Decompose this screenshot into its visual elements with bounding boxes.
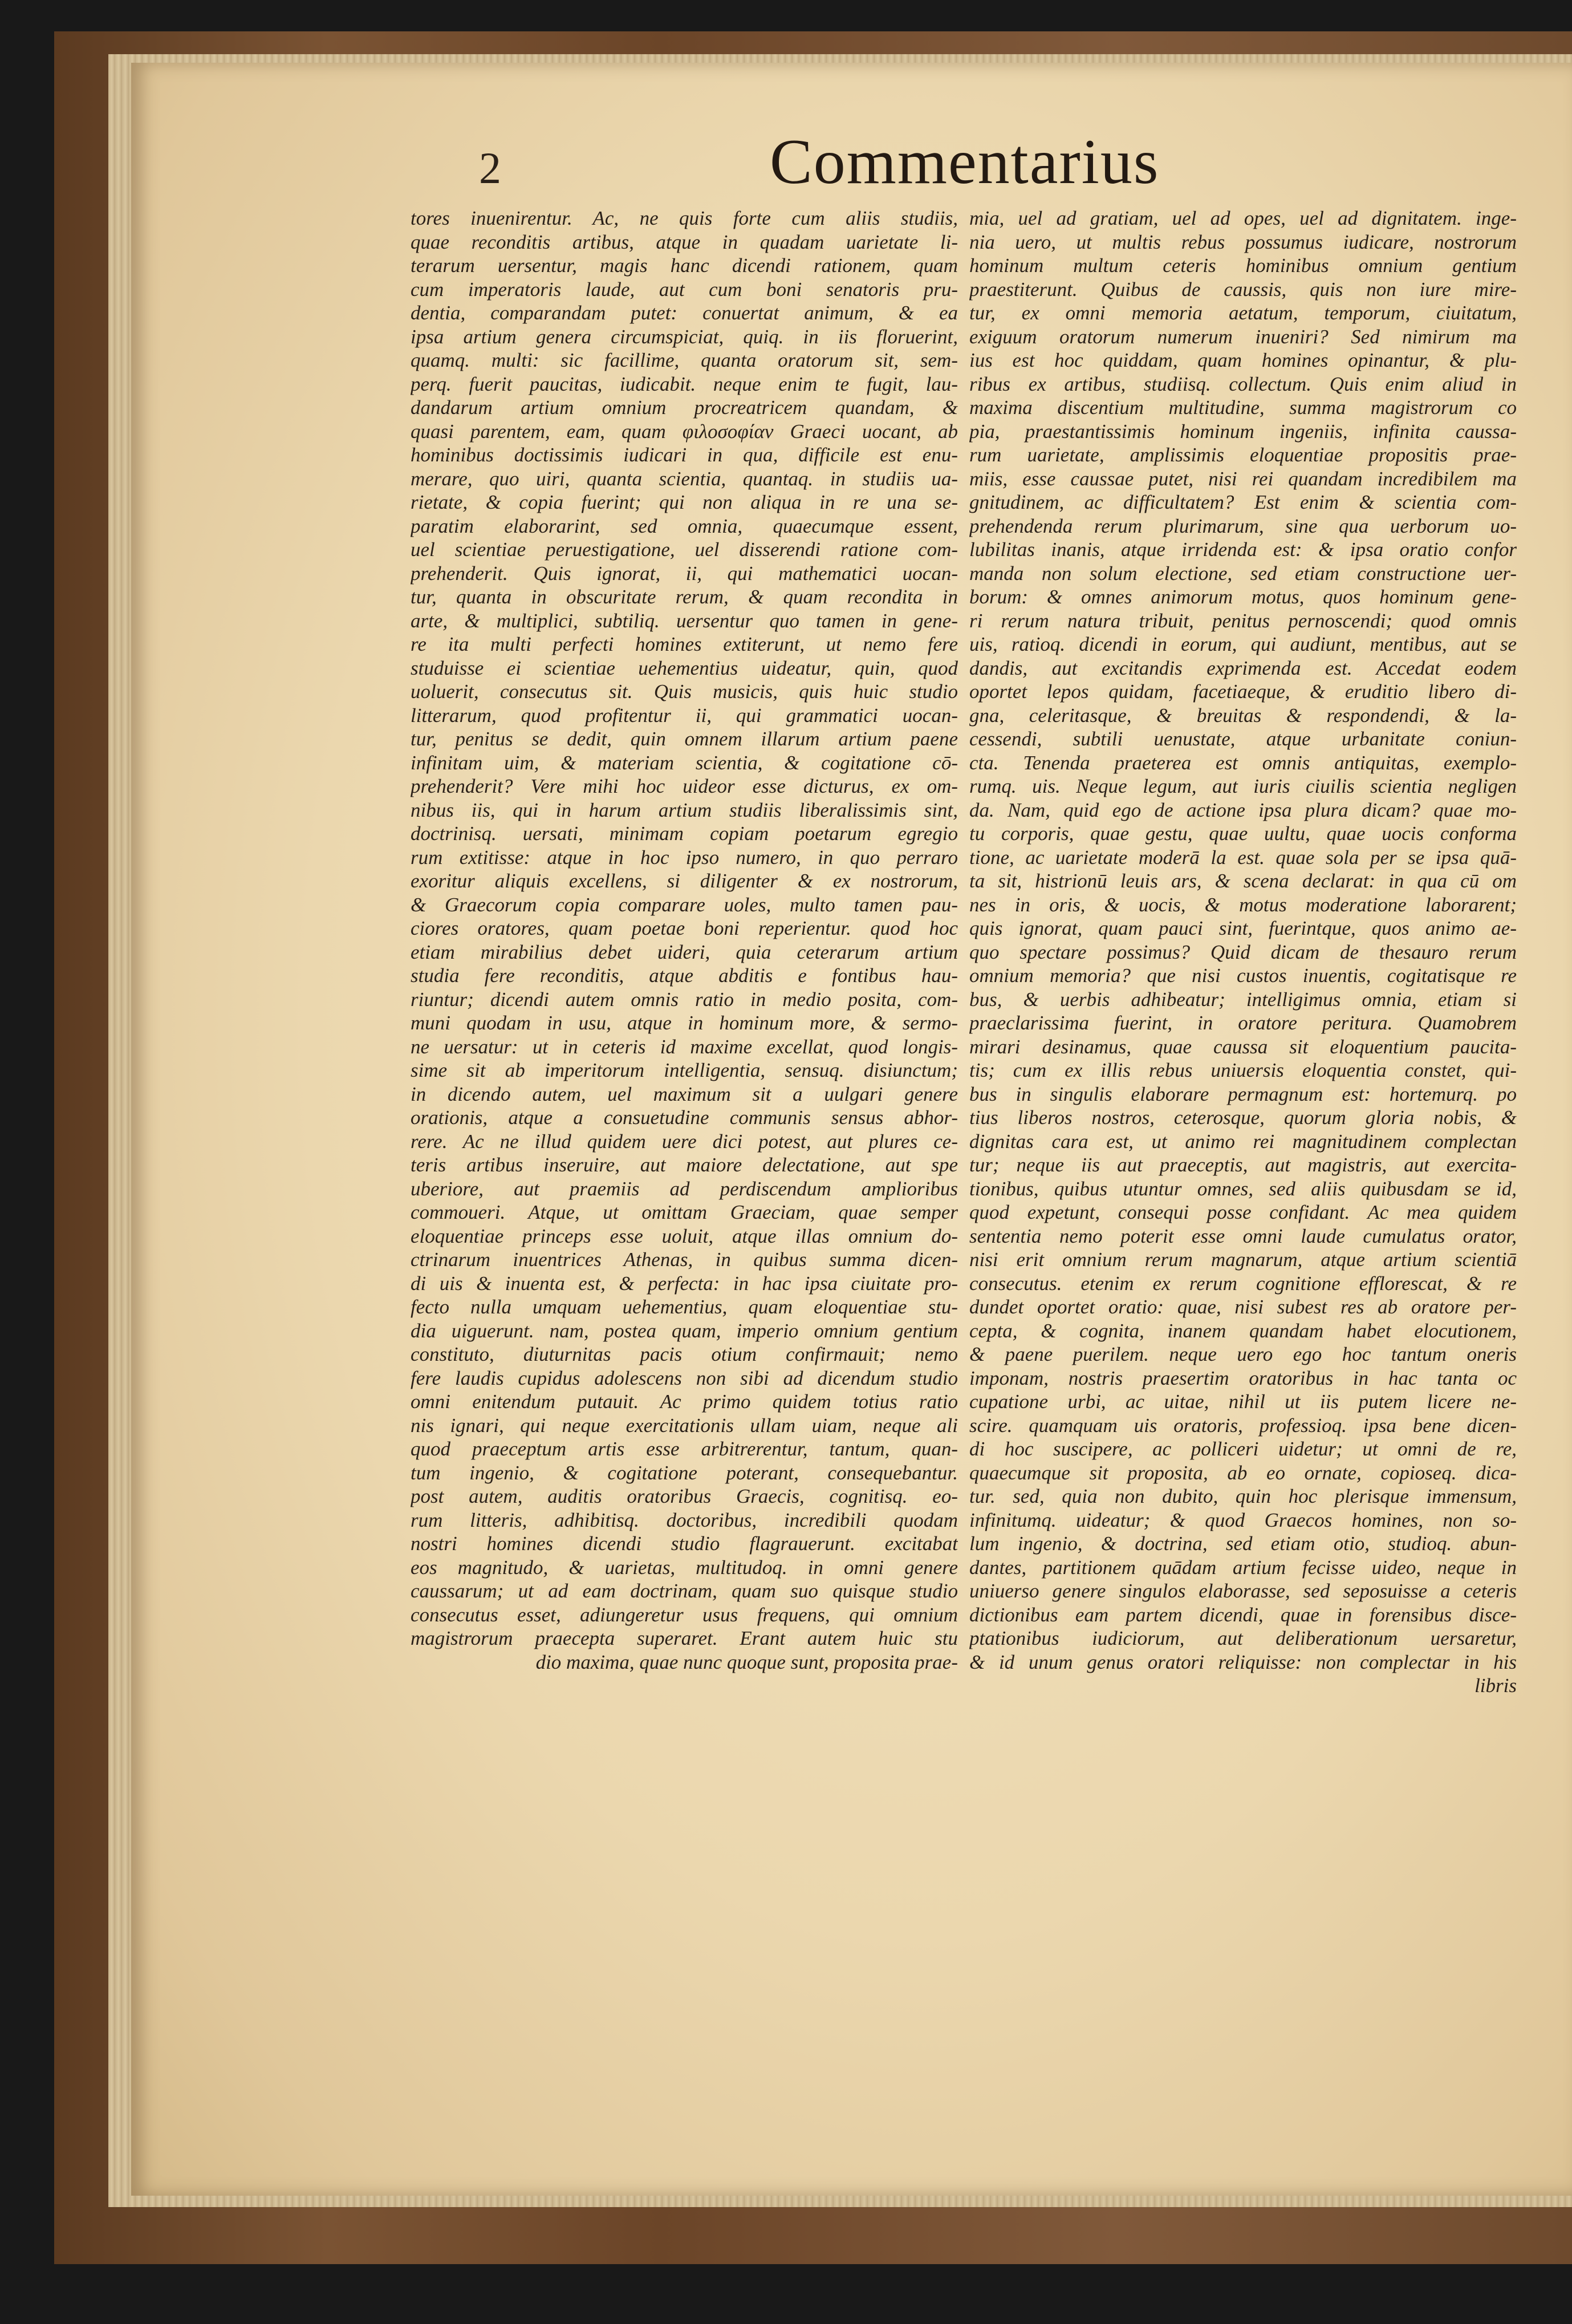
text-line: cessendi, subtili uenustate, atque urbanitate coniun- bbox=[969, 728, 1517, 750]
text-column-right bbox=[969, 206, 1517, 1698]
text-line: caussarum; ut ad eam doctrinam, quam suo quisque studio bbox=[411, 1580, 958, 1602]
text-line: dandarum artium omnium procreatricem quandam, & bbox=[411, 396, 958, 419]
text-line: dio maxima, quae nunc quoque sunt, proposita prae- bbox=[535, 1650, 958, 1673]
text-line: omni enitendum putauit. Ac primo quidem totius ratio bbox=[411, 1390, 958, 1413]
running-head bbox=[479, 125, 1163, 211]
text-line: praestiterunt. Quibus de caussis, quis non iure mire- bbox=[969, 278, 1517, 301]
text-line: tione, ac uarietate moderā la est. quae sola per se ipsa quā- bbox=[969, 846, 1517, 869]
text-line: & paene puerilem. neque uero ego hoc tantum oneris bbox=[969, 1343, 1517, 1365]
text-line: lubilitas inanis, atque irridenda est: & ipsa oratio confor bbox=[969, 538, 1517, 561]
text-line: terarum uersentur, magis hanc dicendi rationem, quam bbox=[411, 254, 958, 277]
text-line: quae reconditis artibus, atque in quadam uarietate li- bbox=[411, 230, 958, 253]
page-number: 2 bbox=[479, 143, 501, 193]
text-line: imponam, nostris praesertim oratoribus in hac tanta oc bbox=[969, 1366, 1517, 1389]
text-line: studuisse ei scientiae uehementius uideatur, quin, quod bbox=[411, 656, 958, 679]
text-line: dundet oportet oratio: quae, nisi subest res ab oratore per- bbox=[969, 1296, 1517, 1318]
text-line: nisi erit omnium rerum magnarum, atque artium scientiā bbox=[969, 1248, 1517, 1271]
text-line: ribus ex artibus, studiisq. collectum. Quis enim aliud in bbox=[969, 372, 1517, 395]
text-line: magistrorum praecepta superaret. Erant autem huic stu bbox=[411, 1627, 958, 1649]
text-line: infinitam uim, & materiam scientia, & cogitatione cō- bbox=[411, 751, 958, 774]
text-line: miis, esse caussae putet, nisi rei quandam incredibilem ma bbox=[969, 467, 1517, 490]
text-line: consecutus esset, adiungeretur usus frequens, qui omnium bbox=[411, 1603, 958, 1626]
text-line: tur, ex omni memoria aetatum, temporum, ciuitatum, bbox=[969, 302, 1517, 324]
text-line: rum extitisse: atque in hoc ipso numero, in quo perraro bbox=[411, 846, 958, 869]
text-line: pia, praestantissimis hominum ingeniis, infinita caussa- bbox=[969, 420, 1517, 443]
text-line: cum imperatoris laude, aut cum boni senatoris pru- bbox=[411, 278, 958, 301]
text-line: eloquentiae princeps esse uoluit, atque illas omnium do- bbox=[411, 1224, 958, 1247]
text-line: quo spectare possimus? Quid dicam de thesauro rerum bbox=[969, 940, 1517, 963]
text-line: fecto nulla umquam uehementius, quam eloquentiae stu- bbox=[411, 1296, 958, 1318]
text-line: dictionibus eam partem dicendi, quae in forensibus disce- bbox=[969, 1603, 1517, 1626]
text-line: scire. quamquam uis oratoris, professioq. ipsa bene dicen- bbox=[969, 1414, 1517, 1437]
text-line: dentia, comparandam putet: conuertat animum, & ea bbox=[411, 302, 958, 324]
text-line: exiguum oratorum numerum inueniri? Sed nimirum ma bbox=[969, 325, 1517, 348]
text-line: bus, & uerbis adhibeatur; intelligimus omnia, etiam si bbox=[969, 988, 1517, 1011]
text-line: in dicendo autem, uel maximum sit a uulgari genere bbox=[411, 1082, 958, 1105]
text-line: uel scientiae peruestigatione, uel disserendi ratione com- bbox=[411, 538, 958, 561]
text-line: rum litteris, adhibitisq. doctoribus, incredibili quodam bbox=[411, 1508, 958, 1531]
text-line: rere. Ac ne illud quidem uere dici potest, aut plures ce- bbox=[411, 1130, 958, 1153]
text-line: etiam mirabilius debet uideri, quia ceterarum artium bbox=[411, 940, 958, 963]
text-line: tur; neque iis aut praeceptis, aut magistris, aut exercita- bbox=[969, 1154, 1517, 1176]
text-line: lum ingenio, & doctrina, sed etiam otio, studioq. abun- bbox=[969, 1532, 1517, 1555]
text-line: ciores oratores, quam poetae boni reperientur. quod hoc bbox=[411, 917, 958, 939]
text-line: orationis, atque a consuetudine communis sensus abhor- bbox=[411, 1106, 958, 1129]
text-column-left bbox=[411, 206, 958, 1674]
text-line: ipsa artium genera circumspiciat, quiq. in iis floruerint, bbox=[411, 325, 958, 348]
text-line: hominibus doctissimis iudicari in qua, difficile est enu- bbox=[411, 444, 958, 466]
text-line: uberiore, aut praemiis ad perdiscendum amplioribus bbox=[411, 1177, 958, 1200]
text-line: nostri homines dicendi studio flagrauerunt. excitabat bbox=[411, 1532, 958, 1555]
text-line: prehendenda rerum plurimarum, sine qua uerborum uo- bbox=[969, 514, 1517, 537]
text-line: hominum multum ceteris hominibus omnium gentium bbox=[969, 254, 1517, 277]
text-line: exoritur aliquis excellens, si diligenter & ex nostrorum, bbox=[411, 870, 958, 892]
text-line: libris bbox=[1474, 1674, 1517, 1697]
text-line: ctrinarum inuentrices Athenas, in quibus summa dicen- bbox=[411, 1248, 958, 1271]
text-line: studia fere reconditis, atque abditis e fontibus hau- bbox=[411, 964, 958, 987]
text-line: tis; cum ex illis rebus uniuersis eloquentia constet, qui- bbox=[969, 1059, 1517, 1081]
text-line: & id unum genus oratori reliquisse: non complectar in his bbox=[969, 1650, 1517, 1673]
text-line: infinitumq. uideatur; & quod Graecos homines, non so- bbox=[969, 1508, 1517, 1531]
text-line: re ita multi perfecti homines extiterunt, ut nemo fere bbox=[411, 633, 958, 655]
text-line: fere laudis cupidus adolescens non sibi ad dicendum studio bbox=[411, 1366, 958, 1389]
text-line: & Graecorum copia comparare uoles, multo tamen pau- bbox=[411, 893, 958, 916]
text-line: tionibus, quibus utuntur omnes, sed aliis quibusdam se id, bbox=[969, 1177, 1517, 1200]
text-line: ne uersatur: ut in ceteris id maxime excellat, quod longis- bbox=[411, 1035, 958, 1058]
text-line: consecutus. etenim ex rerum cognitione efflorescat, & re bbox=[969, 1272, 1517, 1295]
text-line: tu corporis, quae gestu, quae uultu, quae uocis conforma bbox=[969, 822, 1517, 845]
text-line: ri rerum natura tribuit, penitus pernoscendi; quod omnis bbox=[969, 609, 1517, 632]
text-line: mirari desinamus, quae caussa sit eloquentium paucita- bbox=[969, 1035, 1517, 1058]
text-line: tius liberos nostros, ceterosque, quorum gloria nobis, & bbox=[969, 1106, 1517, 1129]
text-line: dantes, partitionem quādam artium fecisse uideo, neque in bbox=[969, 1556, 1517, 1579]
text-line: teris artibus inseruire, aut maiore delectatione, aut spe bbox=[411, 1154, 958, 1176]
text-line: muni quodam in usu, atque in hominum more, & sermo- bbox=[411, 1012, 958, 1034]
text-line: gnitudinem, ac difficultatem? Est enim & scientia com- bbox=[969, 491, 1517, 513]
text-line: tum ingenio, & cogitatione poterant, consequebantur. bbox=[411, 1461, 958, 1484]
text-line: constituto, diuturnitas pacis otium confirmauit; nemo bbox=[411, 1343, 958, 1365]
text-line: manda non solum electione, sed etiam constructione uer- bbox=[969, 562, 1517, 585]
text-line: rum uarietate, amplissimis eloquentiae propositis prae- bbox=[969, 444, 1517, 466]
text-line: litterarum, quod profitentur ii, qui grammatici uocan- bbox=[411, 704, 958, 727]
text-line: nibus iis, qui in harum artium studiis liberalissimis sint, bbox=[411, 798, 958, 821]
text-line: rietate, & copia fuerint; qui non aliqua in re una se- bbox=[411, 491, 958, 513]
text-line: nia uero, ut multis rebus possumus iudicare, nostrorum bbox=[969, 230, 1517, 253]
text-line: uoluerit, consecutus sit. Quis musicis, quis huic studio bbox=[411, 680, 958, 703]
text-line: eos magnitudo, & uarietas, multitudoq. in omni genere bbox=[411, 1556, 958, 1579]
text-line: cepta, & cognita, inanem quandam habet elocutionem, bbox=[969, 1319, 1517, 1342]
text-line: sententia nemo poterit esse omni laude cumulatus orator, bbox=[969, 1224, 1517, 1247]
text-line: praeclarissima fuerint, in oratore peritura. Quamobrem bbox=[969, 1012, 1517, 1034]
text-line: cta. Tenenda praeterea est omnis antiquitas, exemplo- bbox=[969, 751, 1517, 774]
text-line: bus in singulis elaborare permagnum est: hortemurq. po bbox=[969, 1082, 1517, 1105]
text-line: omnium memoria? que nisi custos inuentis, cogitatisque re bbox=[969, 964, 1517, 987]
text-line: cupatione urbi, ac uitae, nihil ut iis putem licere ne- bbox=[969, 1390, 1517, 1413]
text-line: di hoc suscipere, ac polliceri uidetur; ut omni de re, bbox=[969, 1438, 1517, 1460]
text-line: oportet lepos quidam, facetiaeque, & eruditio libero di- bbox=[969, 680, 1517, 703]
text-line: tores inuenirentur. Ac, ne quis forte cum aliis studiis, bbox=[411, 207, 958, 229]
text-line: ta sit, histrionū leuis ars, & scena declarat: in qua cū om bbox=[969, 870, 1517, 892]
text-line: post autem, auditis oratoribus Graecis, cognitisq. eo- bbox=[411, 1485, 958, 1507]
text-line: tur, quanta in obscuritate rerum, & quam recondita in bbox=[411, 586, 958, 608]
text-line: ptationibus iudiciorum, aut deliberationum uersaretur, bbox=[969, 1627, 1517, 1649]
text-line: gna, celeritasque, & breuitas & respondendi, & la- bbox=[969, 704, 1517, 727]
text-line: nis ignari, qui neque exercitationis ullam uiam, neque ali bbox=[411, 1414, 958, 1437]
text-line: di uis & inuenta est, & perfecta: in hac ipsa ciuitate pro- bbox=[411, 1272, 958, 1295]
text-line: quaecumque sit proposita, ab eo ornate, copioseq. dica- bbox=[969, 1461, 1517, 1484]
text-line: sime sit ab imperitorum intelligentia, sensuq. disiunctum; bbox=[411, 1059, 958, 1081]
text-line: perq. fuerit paucitas, iudicabit. neque enim te fugit, lau- bbox=[411, 372, 958, 395]
text-line: uis, ratioq. dicendi in eorum, qui audiunt, mentibus, aut se bbox=[969, 633, 1517, 655]
text-line: quod praeceptum artis esse arbitrerentur, tantum, quan- bbox=[411, 1438, 958, 1460]
text-line: da. Nam, quid ego de actione ipsa plura dicam? quae mo- bbox=[969, 798, 1517, 821]
text-line: doctrinisq. uersati, minimam copiam poetarum egregio bbox=[411, 822, 958, 845]
text-line: quamq. multi: sic facillime, quanta oratorum sit, sem- bbox=[411, 349, 958, 371]
text-line: uniuerso genere singulos elaborasse, sed seposuisse a ceteris bbox=[969, 1580, 1517, 1602]
text-line: commoueri. Atque, ut omittam Graeciam, quae semper bbox=[411, 1201, 958, 1223]
text-line: tur. sed, quia non dubito, quin hoc plerisque immensum, bbox=[969, 1485, 1517, 1507]
text-line: nes in oris, & uocis, & motus moderatione laborarent; bbox=[969, 893, 1517, 916]
text-line: borum: & omnes animorum motus, quos hominum gene- bbox=[969, 586, 1517, 608]
text-line: mia, uel ad gratiam, uel ad opes, uel ad dignitatem. inge- bbox=[969, 207, 1517, 229]
text-line: riuntur; dicendi autem omnis ratio in medio posita, com- bbox=[411, 988, 958, 1011]
text-line: arte, & multiplici, subtiliq. uersentur quo tamen in gene- bbox=[411, 609, 958, 632]
text-line: paratim elaborarint, sed omnia, quaecumque essent, bbox=[411, 514, 958, 537]
text-line: prehenderit. Quis ignorat, ii, qui mathematici uocan- bbox=[411, 562, 958, 585]
text-line: dignitas cara est, ut animo rei magnitudinem complectan bbox=[969, 1130, 1517, 1153]
text-line: quod expetunt, consequi posse confidant. Ac mea quidem bbox=[969, 1201, 1517, 1223]
text-line: merare, quo uiri, quanta scientia, quantaq. in studiis ua- bbox=[411, 467, 958, 490]
text-line: maxima discentium multitudine, summa magistrorum co bbox=[969, 396, 1517, 419]
text-line: prehenderit? Vere mihi hoc uideor esse dicturus, ex om- bbox=[411, 775, 958, 797]
text-line: tur, penitus se dedit, quin omnem illarum artium paene bbox=[411, 728, 958, 750]
text-line: quasi parentem, eam, quam φιλοσοφίαν Graeci uocant, ab bbox=[411, 420, 958, 443]
text-line: quis ignorat, quam pauci sint, fuerintque, quos animo ae- bbox=[969, 917, 1517, 939]
text-line: rumq. uis. Neque legum, aut iuris ciuilis scientia negligen bbox=[969, 775, 1517, 797]
text-line: dia uiguerunt. nam, postea quam, imperio omnium gentium bbox=[411, 1319, 958, 1342]
page-title: Commentarius bbox=[770, 127, 1160, 197]
text-line: ius est hoc quiddam, quam homines opinantur, & plu- bbox=[969, 349, 1517, 371]
text-line: dandis, aut excitandis exprimenda est. Accedat eodem bbox=[969, 656, 1517, 679]
